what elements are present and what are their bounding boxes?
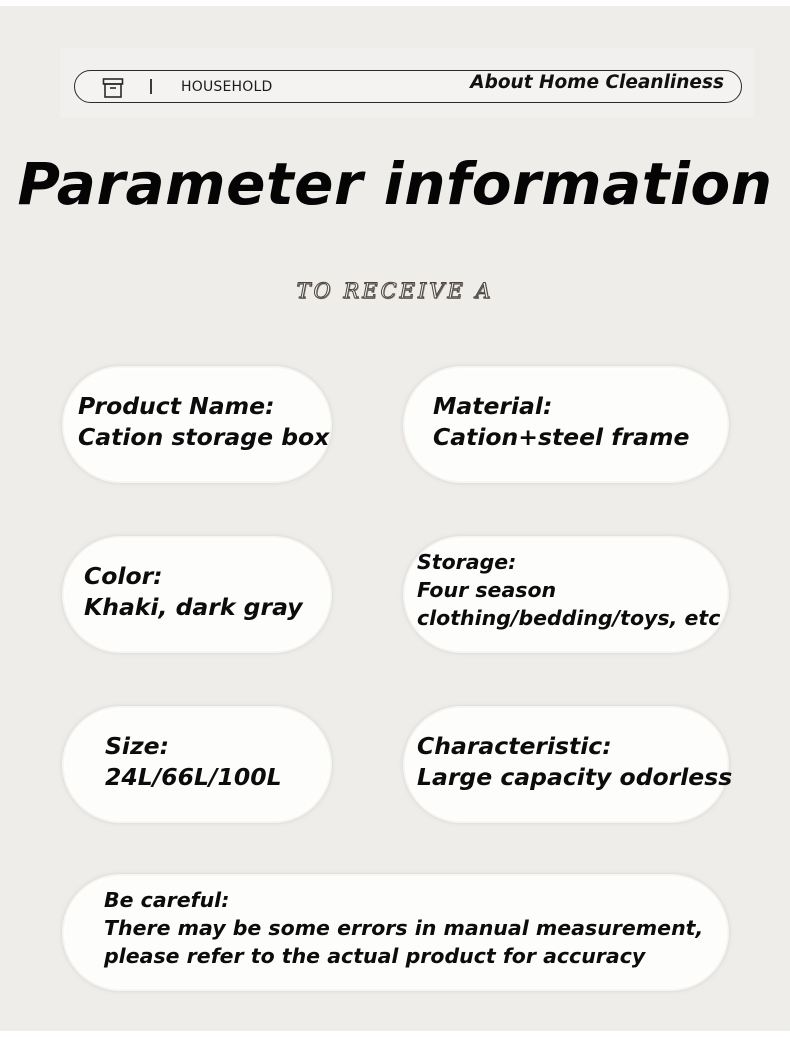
note-label: Be careful: [104, 888, 230, 912]
characteristic-text [417, 731, 732, 793]
storage-box-icon [102, 77, 124, 99]
characteristic-value: Large capacity odorless [417, 763, 733, 791]
note-text [104, 886, 703, 970]
characteristic-label: Characteristic: [417, 732, 612, 760]
material-text [433, 391, 689, 453]
header-tagline: About Home Cleanliness [470, 72, 724, 93]
product-name-value: Cation storage box [78, 423, 330, 451]
header-category: HOUSEHOLD [181, 79, 273, 95]
note-line-2: please refer to the actual product for accuracy [104, 944, 646, 968]
decorative-subtitle: TO RECEIVE A [296, 279, 494, 303]
size-label: Size: [105, 732, 169, 760]
color-text [84, 561, 303, 623]
storage-text [417, 548, 720, 632]
note-line-1: There may be some errors in manual measurement, [104, 916, 704, 940]
material-label: Material: [433, 392, 553, 420]
color-value: Khaki, dark gray [84, 593, 303, 621]
size-text [105, 731, 282, 793]
size-value: 24L/66L/100L [105, 763, 282, 791]
color-label: Color: [84, 562, 163, 590]
header-divider [150, 79, 152, 94]
product-name-label: Product Name: [78, 392, 275, 420]
page-title: Parameter information [17, 150, 773, 218]
product-name-text [78, 391, 329, 453]
material-value: Cation+steel frame [433, 423, 690, 451]
storage-label: Storage: [417, 550, 517, 574]
storage-value-line-2: clothing/bedding/toys, etc [417, 606, 721, 630]
storage-value-line-1: Four season [417, 578, 557, 602]
